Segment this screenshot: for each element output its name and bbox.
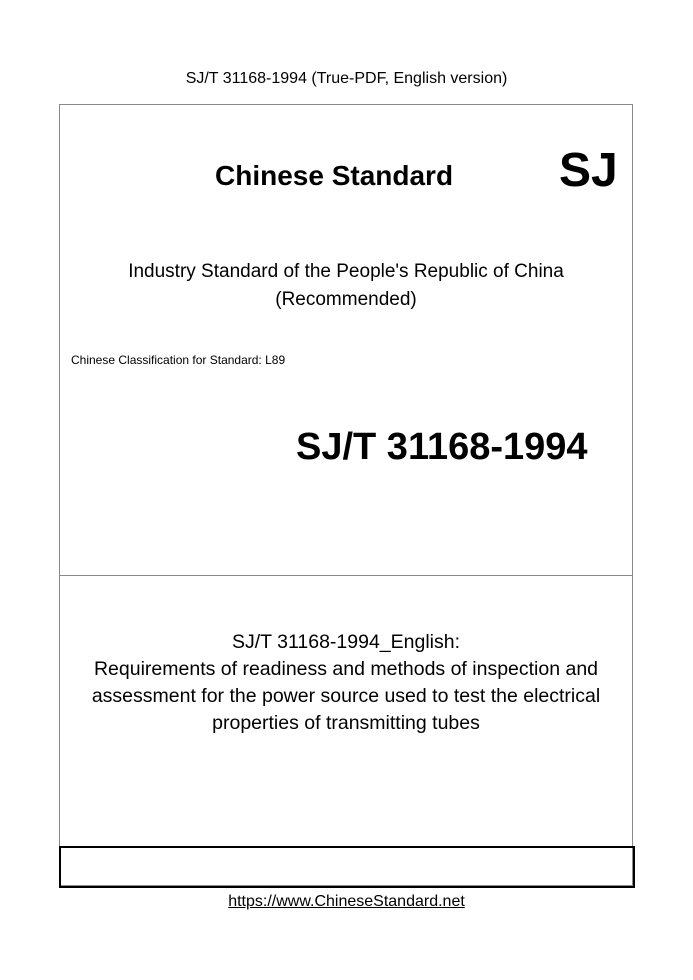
title-line-3: assessment for the power source used to test the electrical xyxy=(91,685,601,707)
title-line-1: SJ/T 31168-1994_English: xyxy=(231,631,461,653)
website-link[interactable]: https://www.ChineseStandard.net xyxy=(228,893,465,910)
industry-line-2: (Recommended) xyxy=(275,289,417,310)
classification-label: Chinese Classification for Standard: L89 xyxy=(71,353,286,367)
standard-mark: SJ xyxy=(559,144,618,197)
industry-line-1: Industry Standard of the People's Republic of China xyxy=(128,261,564,282)
title-line-4: properties of transmitting tubes xyxy=(212,712,480,734)
title-line-2: Requirements of readiness and methods of inspection and xyxy=(93,658,599,680)
document-title xyxy=(60,629,632,737)
cover-frame xyxy=(59,104,633,886)
industry-statement xyxy=(60,258,632,314)
page-header: SJ/T 31168-1994 (True-PDF, English version) xyxy=(185,70,508,87)
cover-top-section xyxy=(60,105,632,576)
footer-box xyxy=(59,846,635,888)
standard-number: SJ/T 31168-1994 xyxy=(296,426,588,468)
cover-heading: Chinese Standard xyxy=(215,160,454,191)
